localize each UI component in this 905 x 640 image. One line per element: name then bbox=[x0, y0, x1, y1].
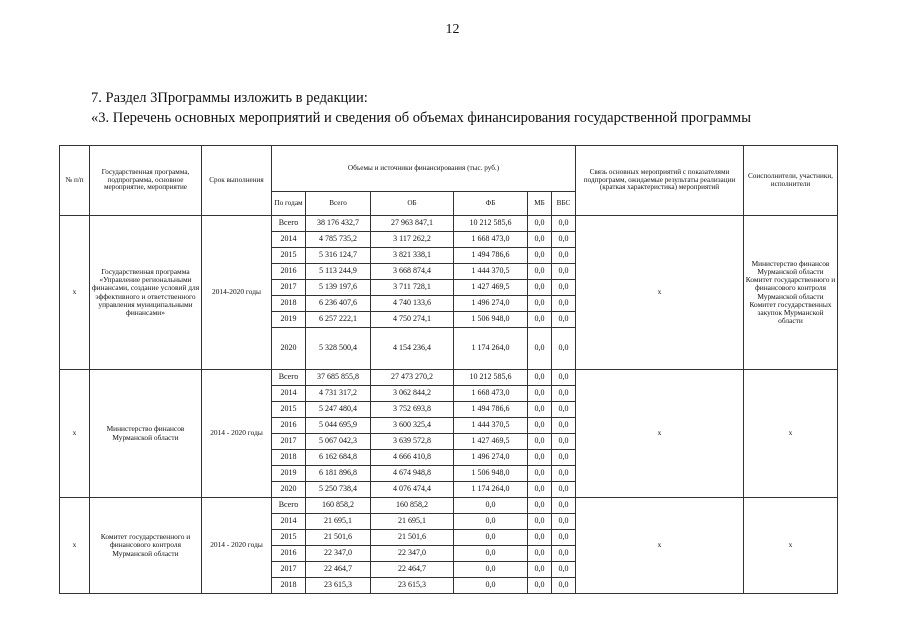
cell-vbs: 0,0 bbox=[552, 450, 576, 466]
section-executors: Министерство финансов Мурманской области Комитет государственного и финансового контроля Мурманской области Комитет государственных закупок Мурманской области bbox=[744, 216, 838, 370]
header-fb: ФБ bbox=[454, 192, 528, 216]
cell-mb: 0,0 bbox=[528, 578, 552, 594]
cell-vbs: 0,0 bbox=[552, 232, 576, 248]
cell-total: 5 328 500,4 bbox=[306, 328, 371, 370]
cell-mb: 0,0 bbox=[528, 562, 552, 578]
section-link: х bbox=[576, 370, 744, 498]
cell-year: 2017 bbox=[272, 562, 306, 578]
cell-fb: 10 212 585,6 bbox=[454, 216, 528, 232]
cell-vbs: 0,0 bbox=[552, 386, 576, 402]
section-term: 2014 - 2020 годы bbox=[202, 498, 272, 594]
cell-mb: 0,0 bbox=[528, 498, 552, 514]
cell-mb: 0,0 bbox=[528, 514, 552, 530]
cell-year: 2015 bbox=[272, 402, 306, 418]
cell-year: 2016 bbox=[272, 546, 306, 562]
cell-total: 5 067 042,3 bbox=[306, 434, 371, 450]
section-num: х bbox=[60, 498, 90, 594]
header-funding: Объемы и источники финансирования (тыс. руб.) bbox=[272, 146, 576, 192]
cell-total: 38 176 432,7 bbox=[306, 216, 371, 232]
cell-mb: 0,0 bbox=[528, 328, 552, 370]
cell-vbs: 0,0 bbox=[552, 466, 576, 482]
cell-ob: 21 501,6 bbox=[371, 530, 454, 546]
cell-total: 5 247 480,4 bbox=[306, 402, 371, 418]
cell-year: 2020 bbox=[272, 482, 306, 498]
cell-fb: 0,0 bbox=[454, 562, 528, 578]
cell-vbs: 0,0 bbox=[552, 514, 576, 530]
cell-year: Всего bbox=[272, 216, 306, 232]
cell-total: 5 316 124,7 bbox=[306, 248, 371, 264]
table-title: «3. Перечень основных мероприятий и сведения об объемах финансирования государственной программы bbox=[91, 110, 751, 126]
cell-vbs: 0,0 bbox=[552, 546, 576, 562]
cell-ob: 27 473 270,2 bbox=[371, 370, 454, 386]
cell-year: 2017 bbox=[272, 280, 306, 296]
cell-total: 37 685 855,8 bbox=[306, 370, 371, 386]
cell-vbs: 0,0 bbox=[552, 482, 576, 498]
section-link: х bbox=[576, 498, 744, 594]
cell-vbs: 0,0 bbox=[552, 530, 576, 546]
cell-total: 21 501,6 bbox=[306, 530, 371, 546]
cell-fb: 1 668 473,0 bbox=[454, 232, 528, 248]
cell-ob: 27 963 847,1 bbox=[371, 216, 454, 232]
cell-total: 21 695,1 bbox=[306, 514, 371, 530]
section-name: Комитет государственного и финансового контроля Мурманской области bbox=[90, 498, 202, 594]
cell-ob: 4 740 133,6 bbox=[371, 296, 454, 312]
cell-total: 22 464,7 bbox=[306, 562, 371, 578]
cell-ob: 3 821 338,1 bbox=[371, 248, 454, 264]
cell-ob: 3 117 262,2 bbox=[371, 232, 454, 248]
header-ob: ОБ bbox=[371, 192, 454, 216]
header-executors: Соисполнители, участники, исполнители bbox=[744, 146, 838, 216]
cell-total: 5 044 695,9 bbox=[306, 418, 371, 434]
cell-mb: 0,0 bbox=[528, 248, 552, 264]
cell-year: 2017 bbox=[272, 434, 306, 450]
cell-vbs: 0,0 bbox=[552, 296, 576, 312]
cell-year: 2016 bbox=[272, 418, 306, 434]
cell-total: 5 113 244,9 bbox=[306, 264, 371, 280]
cell-ob: 3 062 844,2 bbox=[371, 386, 454, 402]
section-link: х bbox=[576, 216, 744, 370]
cell-vbs: 0,0 bbox=[552, 216, 576, 232]
cell-ob: 21 695,1 bbox=[371, 514, 454, 530]
cell-fb: 1 444 370,5 bbox=[454, 418, 528, 434]
funding-table bbox=[59, 145, 838, 594]
section-executors: х bbox=[744, 498, 838, 594]
cell-ob: 160 858,2 bbox=[371, 498, 454, 514]
cell-ob: 4 154 236,4 bbox=[371, 328, 454, 370]
cell-year: 2014 bbox=[272, 232, 306, 248]
cell-fb: 1 496 274,0 bbox=[454, 296, 528, 312]
cell-total: 4 731 317,2 bbox=[306, 386, 371, 402]
cell-vbs: 0,0 bbox=[552, 264, 576, 280]
cell-mb: 0,0 bbox=[528, 312, 552, 328]
page-number: 12 bbox=[445, 22, 460, 37]
cell-mb: 0,0 bbox=[528, 216, 552, 232]
header-mb: МБ bbox=[528, 192, 552, 216]
cell-mb: 0,0 bbox=[528, 466, 552, 482]
cell-mb: 0,0 bbox=[528, 546, 552, 562]
cell-year: 2014 bbox=[272, 386, 306, 402]
table-row bbox=[60, 216, 838, 232]
cell-fb: 0,0 bbox=[454, 578, 528, 594]
cell-mb: 0,0 bbox=[528, 280, 552, 296]
cell-fb: 1 494 786,6 bbox=[454, 402, 528, 418]
cell-total: 23 615,3 bbox=[306, 578, 371, 594]
cell-ob: 4 674 948,8 bbox=[371, 466, 454, 482]
cell-vbs: 0,0 bbox=[552, 280, 576, 296]
cell-fb: 1 174 264,0 bbox=[454, 482, 528, 498]
cell-total: 6 257 222,1 bbox=[306, 312, 371, 328]
cell-ob: 3 752 693,8 bbox=[371, 402, 454, 418]
cell-total: 4 785 735,2 bbox=[306, 232, 371, 248]
cell-year: 2019 bbox=[272, 312, 306, 328]
section-term: 2014 - 2020 годы bbox=[202, 370, 272, 498]
section-executors: х bbox=[744, 370, 838, 498]
cell-total: 5 139 197,6 bbox=[306, 280, 371, 296]
cell-mb: 0,0 bbox=[528, 402, 552, 418]
cell-fb: 1 506 948,0 bbox=[454, 466, 528, 482]
cell-ob: 4 076 474,4 bbox=[371, 482, 454, 498]
cell-fb: 0,0 bbox=[454, 546, 528, 562]
cell-year: 2014 bbox=[272, 514, 306, 530]
cell-fb: 1 444 370,5 bbox=[454, 264, 528, 280]
cell-year: 2019 bbox=[272, 466, 306, 482]
cell-year: 2015 bbox=[272, 248, 306, 264]
section-name: Государственная программа «Управление региональными финансами, создание условий для эффективного и ответственного управления муниципальными финансами» bbox=[90, 216, 202, 370]
cell-mb: 0,0 bbox=[528, 434, 552, 450]
cell-vbs: 0,0 bbox=[552, 328, 576, 370]
cell-fb: 0,0 bbox=[454, 514, 528, 530]
cell-fb: 0,0 bbox=[454, 498, 528, 514]
cell-mb: 0,0 bbox=[528, 232, 552, 248]
section-heading: 7. Раздел 3Программы изложить в редакции: bbox=[91, 90, 368, 106]
cell-mb: 0,0 bbox=[528, 418, 552, 434]
cell-ob: 4 666 410,8 bbox=[371, 450, 454, 466]
cell-ob: 23 615,3 bbox=[371, 578, 454, 594]
table-row bbox=[60, 370, 838, 386]
cell-year: 2016 bbox=[272, 264, 306, 280]
cell-vbs: 0,0 bbox=[552, 370, 576, 386]
header-term: Срок выполнения bbox=[202, 146, 272, 216]
header-link: Связь основных мероприятий с показателями подпрограмм, ожидаемые результаты реализации (краткая характеристика) мероприятий bbox=[576, 146, 744, 216]
cell-total: 5 250 738,4 bbox=[306, 482, 371, 498]
cell-mb: 0,0 bbox=[528, 370, 552, 386]
cell-year: Всего bbox=[272, 370, 306, 386]
cell-vbs: 0,0 bbox=[552, 578, 576, 594]
cell-ob: 3 711 728,1 bbox=[371, 280, 454, 296]
cell-ob: 22 347,0 bbox=[371, 546, 454, 562]
cell-mb: 0,0 bbox=[528, 530, 552, 546]
cell-vbs: 0,0 bbox=[552, 418, 576, 434]
cell-vbs: 0,0 bbox=[552, 434, 576, 450]
cell-mb: 0,0 bbox=[528, 264, 552, 280]
cell-vbs: 0,0 bbox=[552, 312, 576, 328]
cell-ob: 22 464,7 bbox=[371, 562, 454, 578]
cell-year: 2020 bbox=[272, 328, 306, 370]
cell-year: 2018 bbox=[272, 578, 306, 594]
cell-mb: 0,0 bbox=[528, 296, 552, 312]
cell-total: 6 181 896,8 bbox=[306, 466, 371, 482]
header-vbs: ВБС bbox=[552, 192, 576, 216]
cell-fb: 1 506 948,0 bbox=[454, 312, 528, 328]
cell-total: 160 858,2 bbox=[306, 498, 371, 514]
cell-fb: 1 174 264,0 bbox=[454, 328, 528, 370]
cell-total: 6 162 684,8 bbox=[306, 450, 371, 466]
header-program: Государственная программа, подпрограмма, основное мероприятие, мероприятие bbox=[90, 146, 202, 216]
cell-ob: 3 668 874,4 bbox=[371, 264, 454, 280]
cell-vbs: 0,0 bbox=[552, 562, 576, 578]
cell-year: 2018 bbox=[272, 450, 306, 466]
cell-year: 2018 bbox=[272, 296, 306, 312]
cell-total: 22 347,0 bbox=[306, 546, 371, 562]
section-num: х bbox=[60, 216, 90, 370]
cell-fb: 1 496 274,0 bbox=[454, 450, 528, 466]
section-num: х bbox=[60, 370, 90, 498]
cell-year: Всего bbox=[272, 498, 306, 514]
cell-fb: 1 494 786,6 bbox=[454, 248, 528, 264]
cell-mb: 0,0 bbox=[528, 386, 552, 402]
header-num: № п/п bbox=[60, 146, 90, 216]
cell-ob: 4 750 274,1 bbox=[371, 312, 454, 328]
section-term: 2014-2020 годы bbox=[202, 216, 272, 370]
cell-fb: 1 427 469,5 bbox=[454, 434, 528, 450]
cell-vbs: 0,0 bbox=[552, 498, 576, 514]
header-by-year: По годам bbox=[272, 192, 306, 216]
cell-fb: 10 212 585,6 bbox=[454, 370, 528, 386]
cell-mb: 0,0 bbox=[528, 450, 552, 466]
cell-mb: 0,0 bbox=[528, 482, 552, 498]
cell-fb: 0,0 bbox=[454, 530, 528, 546]
cell-ob: 3 639 572,8 bbox=[371, 434, 454, 450]
table-row bbox=[60, 498, 838, 514]
cell-vbs: 0,0 bbox=[552, 248, 576, 264]
section-name: Министерство финансов Мурманской области bbox=[90, 370, 202, 498]
cell-total: 6 236 407,6 bbox=[306, 296, 371, 312]
cell-year: 2015 bbox=[272, 530, 306, 546]
cell-fb: 1 427 469,5 bbox=[454, 280, 528, 296]
cell-fb: 1 668 473,0 bbox=[454, 386, 528, 402]
header-total: Всего bbox=[306, 192, 371, 216]
table-body bbox=[60, 216, 838, 594]
cell-ob: 3 600 325,4 bbox=[371, 418, 454, 434]
cell-vbs: 0,0 bbox=[552, 402, 576, 418]
